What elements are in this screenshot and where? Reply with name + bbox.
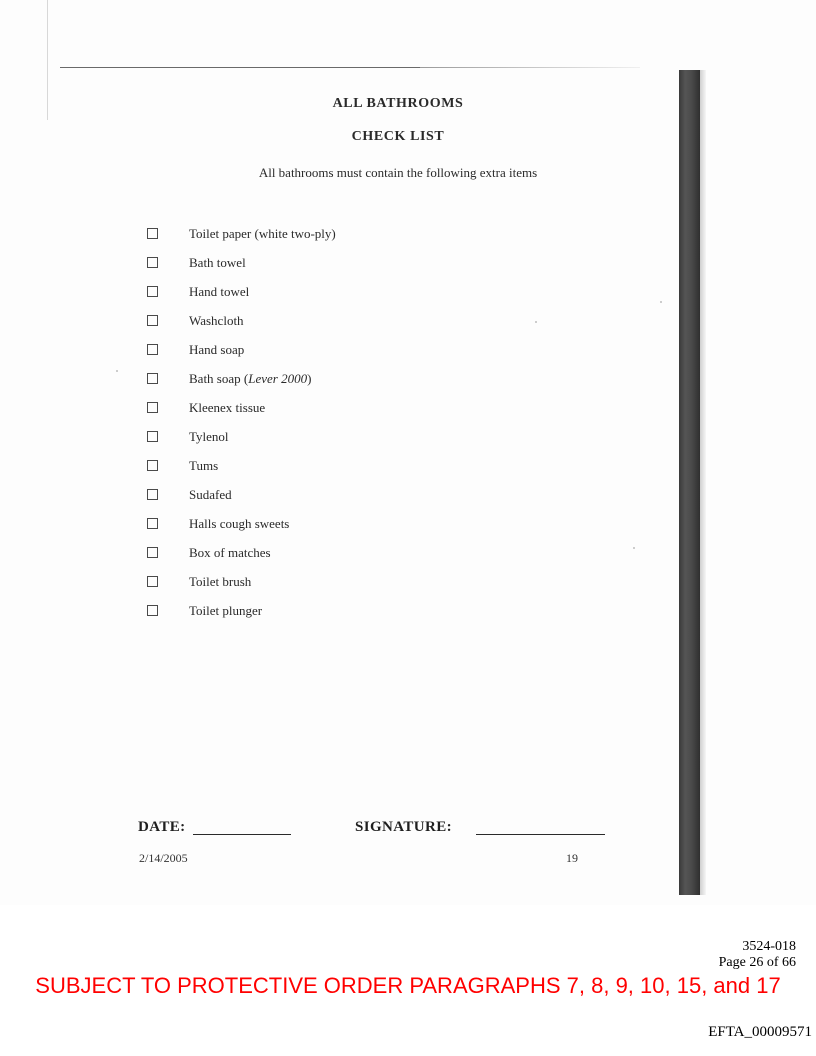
checkbox-icon (147, 402, 158, 413)
checklist-item (147, 219, 647, 248)
checklist-item (147, 306, 647, 335)
date-blank-line (193, 834, 291, 835)
document-date: 2/14/2005 (139, 851, 188, 865)
checklist-item (147, 393, 647, 422)
checklist-item (147, 422, 647, 451)
checkbox-icon (147, 518, 158, 529)
checklist-item-label: Toilet plunger (189, 602, 263, 618)
checklist-item-label: Toilet paper (white two-ply) (189, 225, 336, 241)
checklist-item (147, 509, 647, 538)
checkbox-icon (147, 373, 158, 384)
checkbox-icon (147, 605, 158, 616)
checklist-item (147, 335, 647, 364)
signature-label: SIGNATURE: (355, 819, 453, 835)
checkbox-icon (147, 228, 158, 239)
document-subtitle: CHECK LIST (351, 129, 445, 144)
protective-order-notice: SUBJECT TO PROTECTIVE ORDER PARAGRAPHS 7, 8, 9, 10, 15, and 17 (35, 973, 781, 998)
checkbox-icon (147, 489, 158, 500)
checklist-item (147, 248, 647, 277)
binding-strip (679, 70, 700, 895)
checkbox-icon (147, 431, 158, 442)
checklist-item-label: Bath soap (Lever 2000) (189, 370, 312, 386)
checklist-item-label: Box of matches (189, 544, 271, 560)
document-title: ALL BATHROOMS (332, 96, 464, 111)
scan-speck (116, 370, 118, 372)
checklist-item (147, 567, 647, 596)
efta-identifier: EFTA_00009571 (708, 1024, 812, 1040)
checkbox-icon (147, 286, 158, 297)
document-page-number: 19 (566, 851, 578, 865)
checkbox-icon (147, 547, 158, 558)
checkbox-icon (147, 576, 158, 587)
scan-speck (660, 301, 662, 303)
checklist (147, 219, 647, 625)
bates-number: 3524-018 (742, 939, 796, 954)
checklist-item (147, 538, 647, 567)
checklist-item (147, 277, 647, 306)
checkbox-icon (147, 257, 158, 268)
checkbox-icon (147, 315, 158, 326)
bates-page-count: Page 26 of 66 (718, 955, 796, 970)
intro-text: All bathrooms must contain the following extra items (258, 165, 538, 180)
date-label: DATE: (138, 819, 186, 835)
checklist-item-label: Toilet brush (189, 573, 252, 589)
checklist-item-label: Kleenex tissue (189, 399, 266, 415)
checklist-item-label: Tums (189, 457, 219, 473)
header-rule-fade (420, 67, 640, 68)
checklist-item (147, 480, 647, 509)
binding-edge (700, 70, 706, 895)
checklist-item (147, 596, 647, 625)
checkbox-icon (147, 460, 158, 471)
checklist-item-label: Washcloth (189, 312, 244, 328)
checklist-item (147, 451, 647, 480)
checklist-item-label: Hand towel (189, 283, 250, 299)
checklist-item-label: Hand soap (189, 341, 245, 357)
signature-blank-line (476, 834, 605, 835)
checklist-item (147, 364, 647, 393)
checklist-item-label: Sudafed (189, 486, 232, 502)
checklist-item-label: Tylenol (189, 428, 229, 444)
checklist-item-label: Halls cough sweets (189, 515, 290, 531)
checklist-item-label: Bath towel (189, 254, 246, 270)
checkbox-icon (147, 344, 158, 355)
header-rule (60, 67, 420, 68)
